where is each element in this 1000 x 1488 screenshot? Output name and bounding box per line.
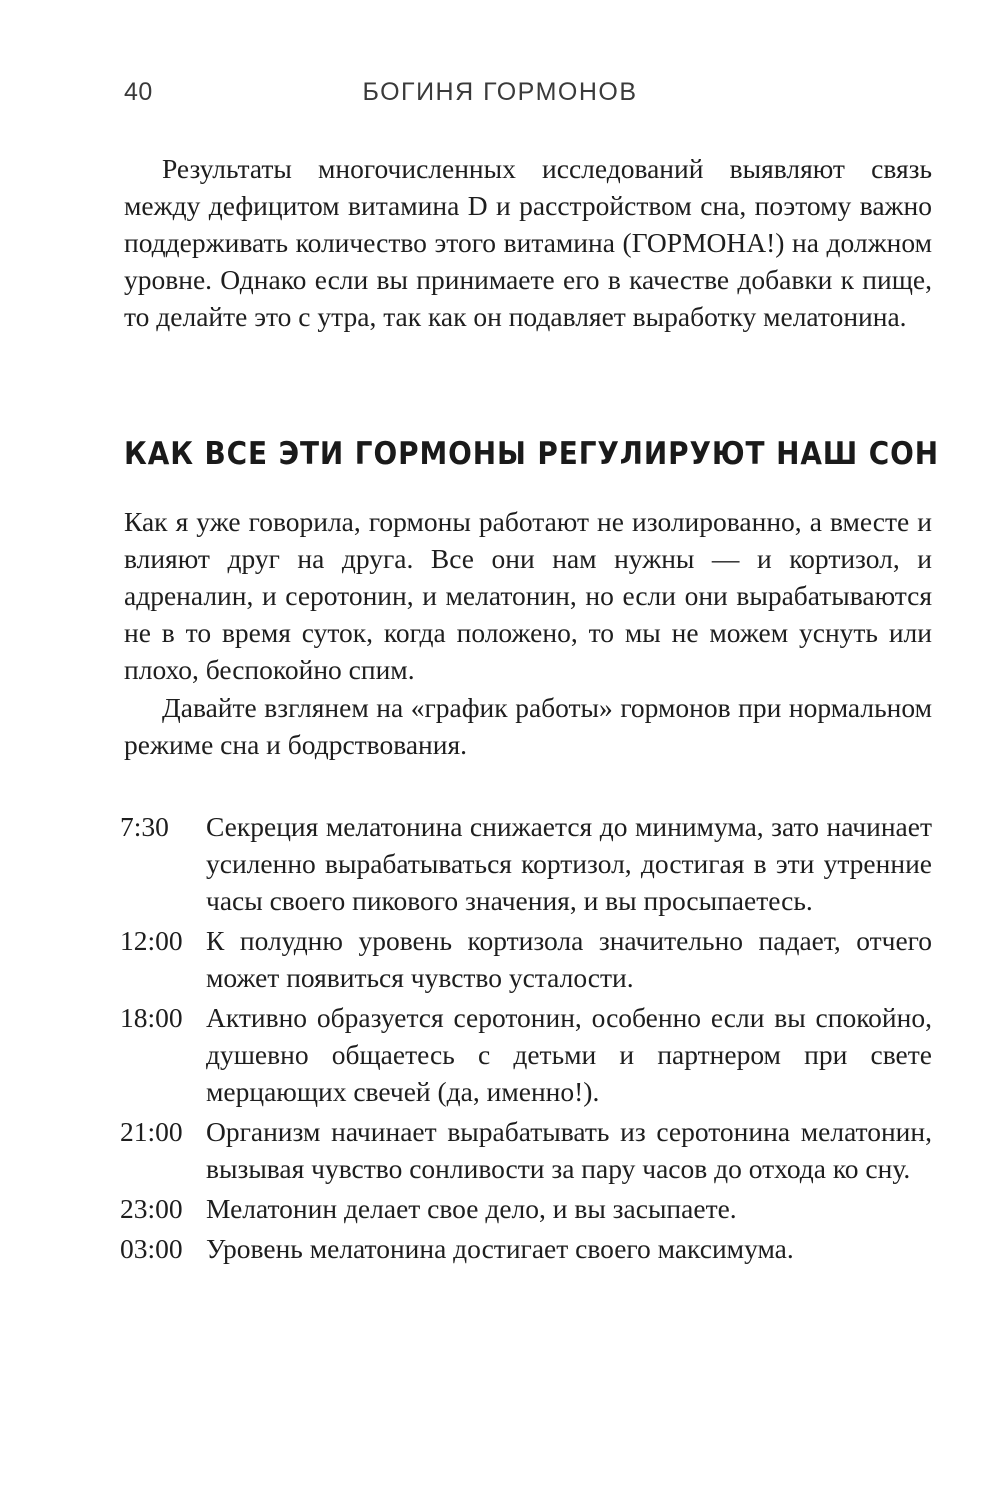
schedule-time: 23:00 <box>120 1193 183 1224</box>
schedule-text: Секреция мелатонина снижается до минимума, зато начинает усиленно вырабатываться кортизол, достигая в эти утренние часы своего пикового значения, и вы просыпаетесь. <box>206 811 932 916</box>
section-paragraph-1: Как я уже говорила, гормоны работают не изолированно, а вместе и влияют друг на друга. Все они нам нужны — и кортизол, и адреналин, и серотонин, и мелатонин, но если они вырабатываются не в то время суток, когда положено, то мы не можем уснуть или плохо, беспокойно спим. <box>124 506 932 685</box>
schedule-row <box>120 1113 932 1187</box>
schedule-row <box>120 808 932 919</box>
schedule-text: К полудню уровень кортизола значительно падает, отчего может появиться чувство усталости. <box>206 925 932 993</box>
section-paragraph-2: Давайте взглянем на «график работы» гормонов при нормальном режиме сна и бодрствования. <box>124 692 932 760</box>
schedule-row <box>120 999 932 1110</box>
intro-paragraph: Результаты многочисленных исследований выявляют связь между дефицитом витамина D и расстройством сна, поэтому важно поддерживать количество этого витамина (ГОРМОНА!) на должном уровне. Однако если вы принимаете его в качестве добавки к пище, то делайте это с утра, так как он подавляет выработку мелатонина. <box>124 153 932 332</box>
schedule-time: 21:00 <box>120 1116 183 1147</box>
schedule-time: 7:30 <box>120 811 169 842</box>
section-heading: КАК ВСЕ ЭТИ ГОРМОНЫ РЕГУЛИРУЮТ НАШ СОН <box>124 436 940 472</box>
running-title: БОГИНЯ ГОРМОНОВ <box>362 78 638 106</box>
page-header <box>0 78 1000 118</box>
page-number: 40 <box>124 78 153 106</box>
schedule-time: 12:00 <box>120 925 183 956</box>
schedule-text: Организм начинает вырабатывать из серотонина мелатонин, вызывая чувство сонливости за пару часов до отхода ко сну. <box>206 1116 932 1184</box>
schedule-time: 03:00 <box>120 1233 183 1264</box>
schedule-row <box>120 1230 932 1267</box>
hormone-schedule <box>120 808 932 1270</box>
schedule-text: Активно образуется серотонин, особенно если вы спокойно, душевно общаетесь с детьми и партнером при свете мерцающих свечей (да, именно!). <box>206 1002 932 1107</box>
schedule-row <box>120 1190 932 1227</box>
section-body <box>124 503 932 763</box>
schedule-row <box>120 922 932 996</box>
schedule-time: 18:00 <box>120 1002 183 1033</box>
schedule-text: Мелатонин делает свое дело, и вы засыпаете. <box>206 1193 737 1224</box>
intro-section <box>124 150 932 335</box>
schedule-text: Уровень мелатонина достигает своего максимума. <box>206 1233 794 1264</box>
